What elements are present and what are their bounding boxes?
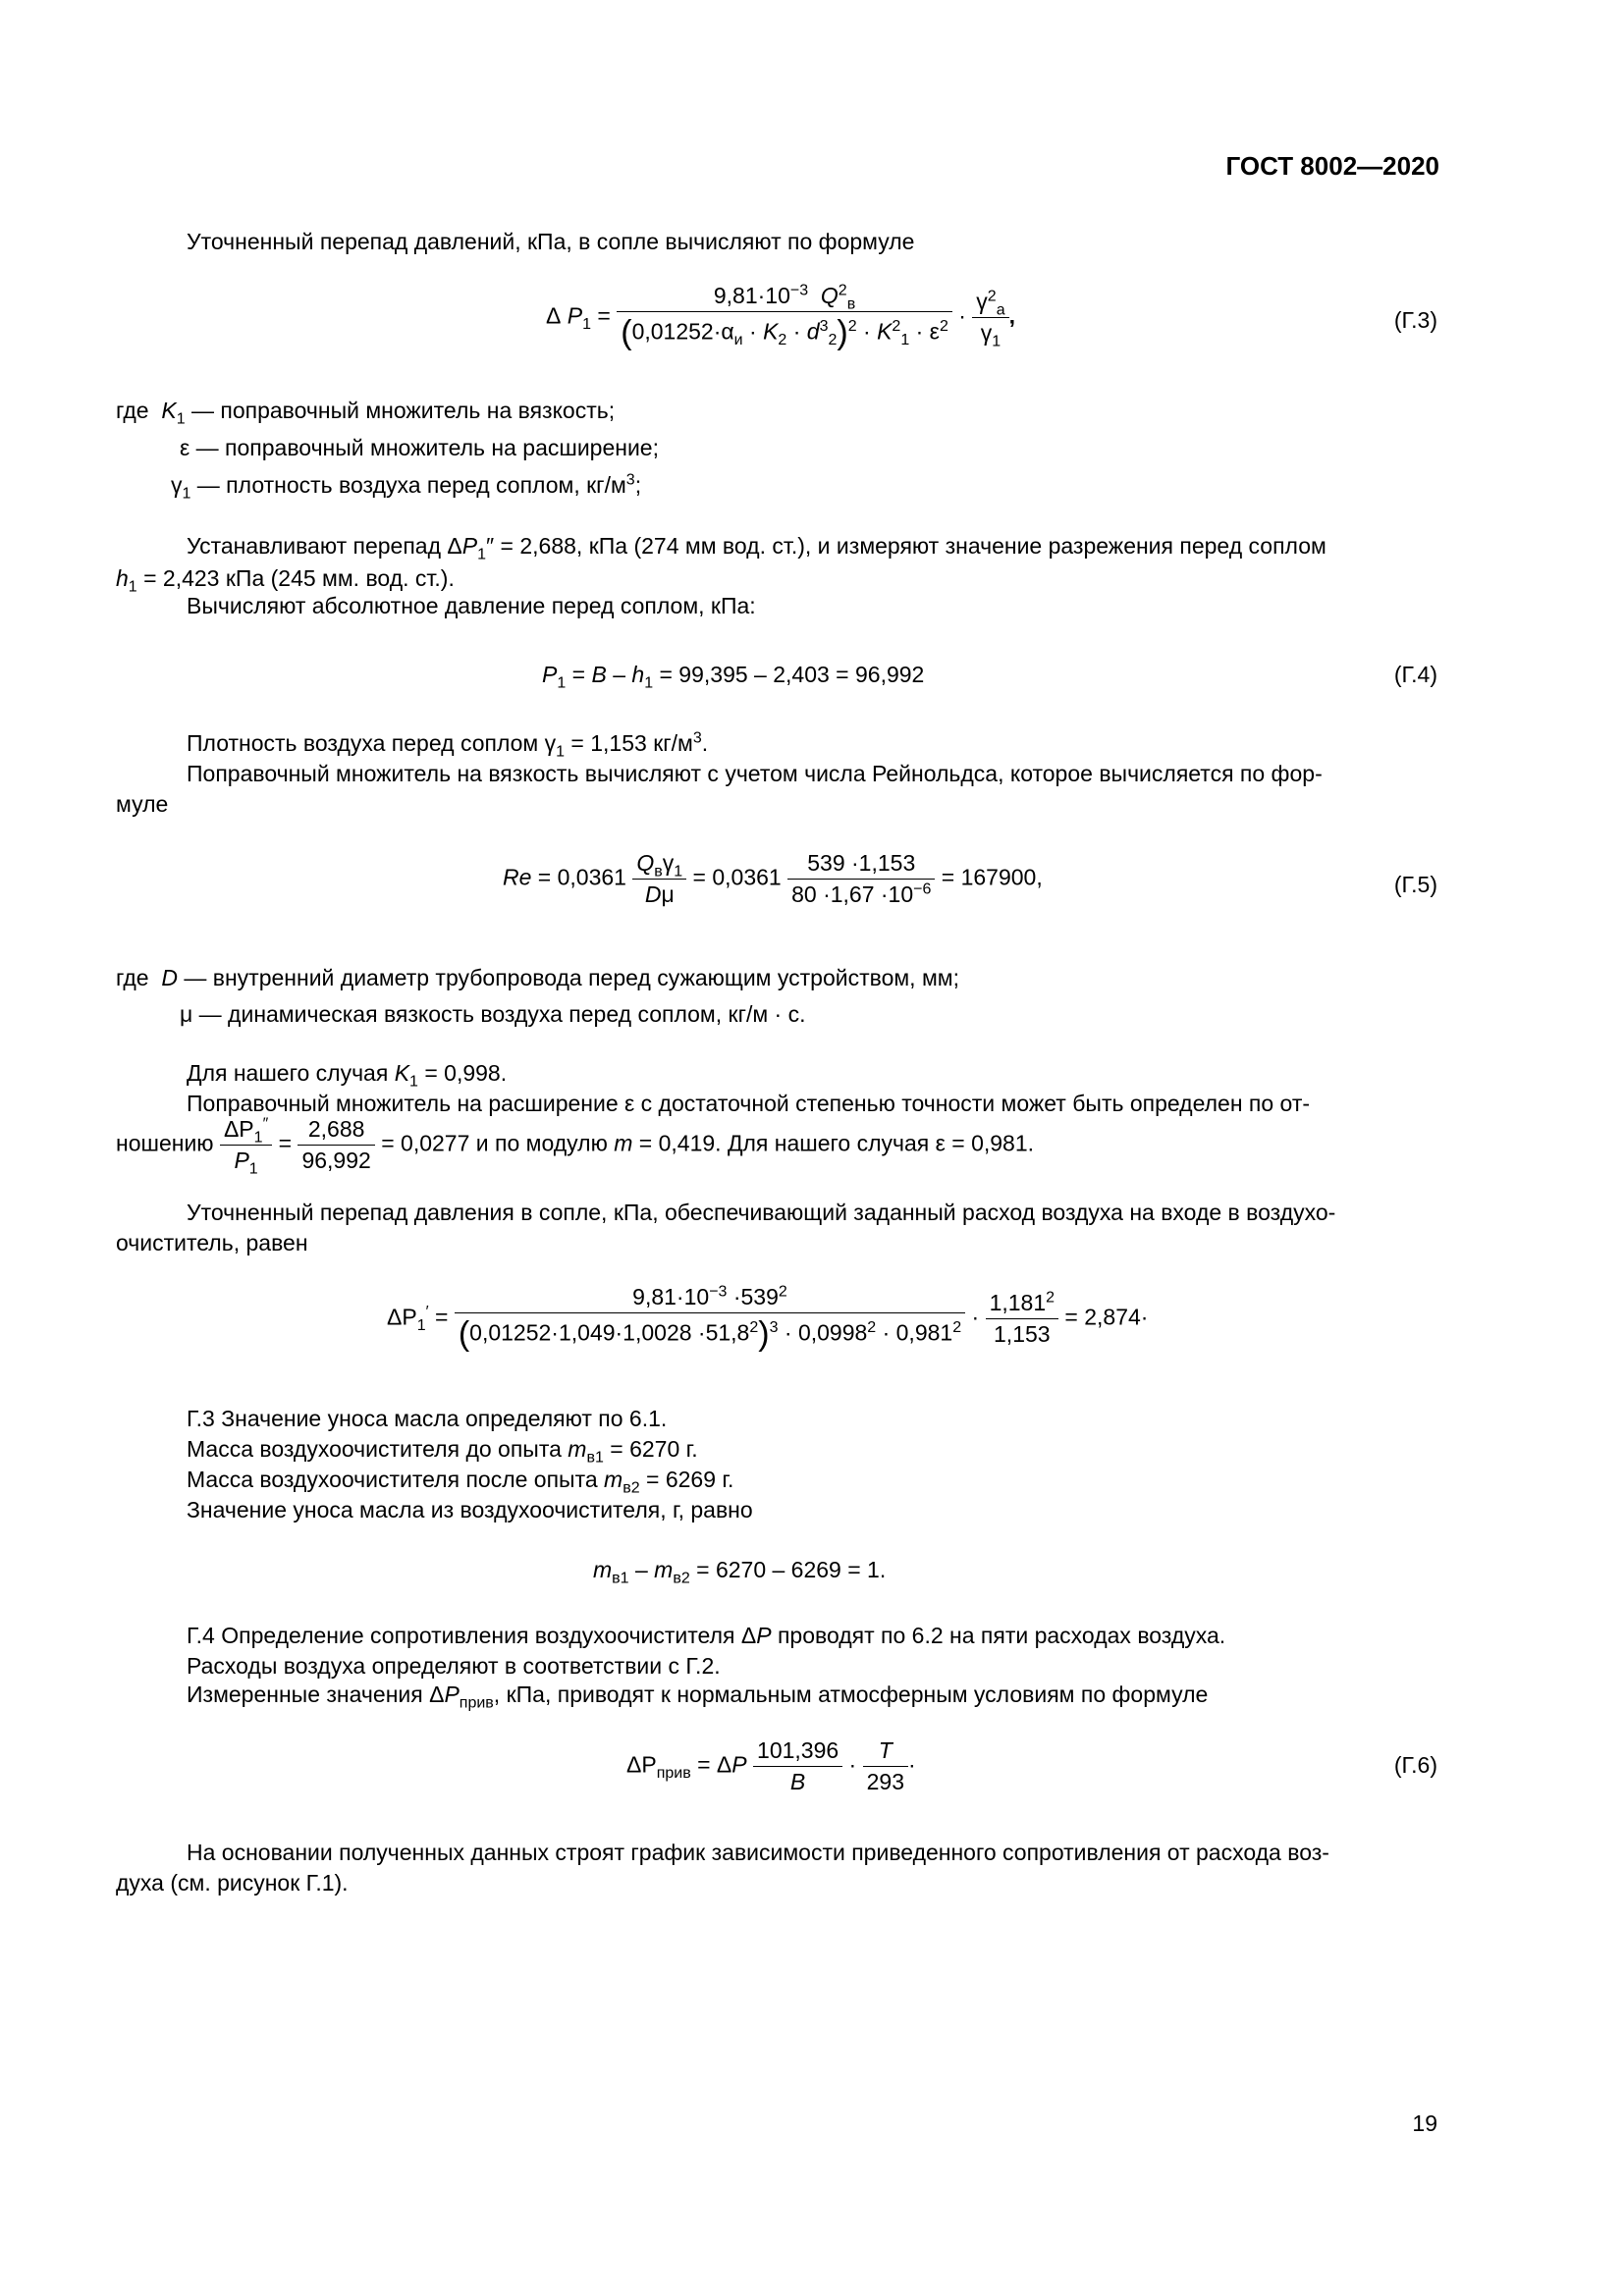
paragraph-graph-cont: духа (см. рисунок Г.1). <box>116 1870 349 1896</box>
equation-number-g4: (Г.4) <box>1393 662 1437 687</box>
paragraph-reynolds: Поправочный множитель на вязкость вычисляют с учетом числа Рейнольдса, которое вычисляется по фор- <box>187 761 1323 786</box>
section-g3-title: Г.3 Значение уноса масла определяют по 6.1. <box>187 1406 668 1431</box>
section-g4-measured: Измеренные значения $\Delta P_{прив}$, кПа, приводят к нормальным атмосферным условиям по формуле <box>187 1682 1209 1712</box>
equation-g4: $P_1 = B - h_1 = 99,395 - 2,403 = 96,992$ <box>542 662 925 692</box>
equation-number-g3: (Г.3) <box>1393 307 1437 333</box>
equation-g5: Re = 0,0361 $\frac{Q_в\gamma_1}{D\mu}$ = 0,0361 $\frac{539 \cdot 1,153}{80 \cdot 1,67 \cdot 10^{-6}}$ = 167900, <box>503 850 1043 907</box>
paragraph-set-dp: Устанавливают перепад $\Delta P_1'' = 2,688$, кПа (274 мм вод. ст.), и измеряют значение разрежения перед соплом <box>187 533 1326 563</box>
paragraph-intro: Уточненный перепад давлений, кПа, в сопле вычисляют по формуле <box>187 229 915 254</box>
equation-oil-carryover: $m_{в1} - m_{в2} = 6270 - 6269 = 1$. <box>593 1557 887 1587</box>
paragraph-set-dp-cont: $h_1 = 2,423$ кПа (245 мм. вод. ст.). <box>116 565 455 596</box>
paragraph-abs-pressure: Вычисляют абсолютное давление перед соплом, кПа: <box>187 593 756 618</box>
page-number: 19 <box>1412 2110 1437 2136</box>
equation-number-g6: (Г.6) <box>1393 1752 1437 1778</box>
equation-g6: $\Delta P_{прив} = \Delta P$ $\frac{101,396}{B}$ · $\frac{T}{293}$ · <box>626 1737 916 1794</box>
where-list-2: где D — внутренний диаметр трубопровода перед сужающим устройством, мм; <box>116 965 959 990</box>
paragraph-expansion-cont: ношению $\frac{\Delta P_1''}{P_1}$ = $\frac{2,688}{96,992}$ = 0,0277 и по модулю m = 0,419. Для нашего случая ε = 0,981. <box>116 1115 1035 1178</box>
where-list-1: где $K_1$ — поправочный множитель на вязкость; <box>116 398 616 428</box>
equation-g3: Δ $P_1$ = $\frac{9,81\cdot 10^{-3} Q^2_в}{(0,01252\cdot\alpha_и \cdot K_2 \cdot d^3_2)^2 \cdot K^2_1 \cdot \varepsilon^2}$ · $\frac{\gamma^2_а}{\gamma_1}$ , <box>546 282 1015 351</box>
section-g3-oil-carryover: Значение уноса масла из воздухоочистителя, г, равно <box>187 1497 753 1522</box>
paragraph-density: Плотность воздуха перед соплом $\gamma_1 = 1,153$ $кг/м^3$. <box>187 729 709 761</box>
document-code: ГОСТ 8002—2020 <box>1225 151 1439 181</box>
paragraph-k1: Для нашего случая $K_1 = 0,998$. <box>187 1060 508 1091</box>
paragraph-graph: На основании полученных данных строят график зависимости приведенного сопротивления от расхода воз- <box>187 1840 1329 1865</box>
where-item-gamma: $\gamma_1$ — плотность воздуха перед соплом, $кг/м^3$; <box>171 471 642 503</box>
section-g4-title: Г.4 Определение сопротивления воздухоочистителя ΔP проводят по 6.2 на пяти расходах воздуха. <box>187 1623 1226 1648</box>
section-g3-mass-before: Масса воздухоочистителя до опыта $m_{в1} = 6270$ г. <box>187 1436 698 1467</box>
paragraph-refined-dp-cont: очиститель, равен <box>116 1230 308 1255</box>
paragraph-expansion: Поправочный множитель на расширение ε с достаточной степенью точности может быть определен по от- <box>187 1091 1311 1116</box>
equation-number-g5: (Г.5) <box>1393 872 1437 897</box>
where-item-mu: μ — динамическая вязкость воздуха перед соплом, кг/м · с. <box>180 1001 806 1027</box>
section-g4-flow: Расходы воздуха определяют в соответствии с Г.2. <box>187 1653 721 1679</box>
section-g3-mass-after: Масса воздухоочистителя после опыта $m_{в2} = 6269$ г. <box>187 1467 734 1497</box>
equation-refined-dp: $\Delta P_1'$ = $\frac{9,81\cdot 10^{-3} \cdot 539^2}{(0,01252\cdot 1,049\cdot 1,0028 \cdot 51,8^2)^3 \cdot 0,0998^2 \cdot 0,981^2}$ · $\frac{1,181^2}{1,153}$ = 2,874· <box>387 1283 1149 1353</box>
where-item-eps: ε — поправочный множитель на расширение; <box>180 435 659 460</box>
paragraph-refined-dp: Уточненный перепад давления в сопле, кПа, обеспечивающий заданный расход воздуха на входе в воздухо- <box>187 1200 1336 1225</box>
paragraph-reynolds-cont: муле <box>116 791 169 817</box>
